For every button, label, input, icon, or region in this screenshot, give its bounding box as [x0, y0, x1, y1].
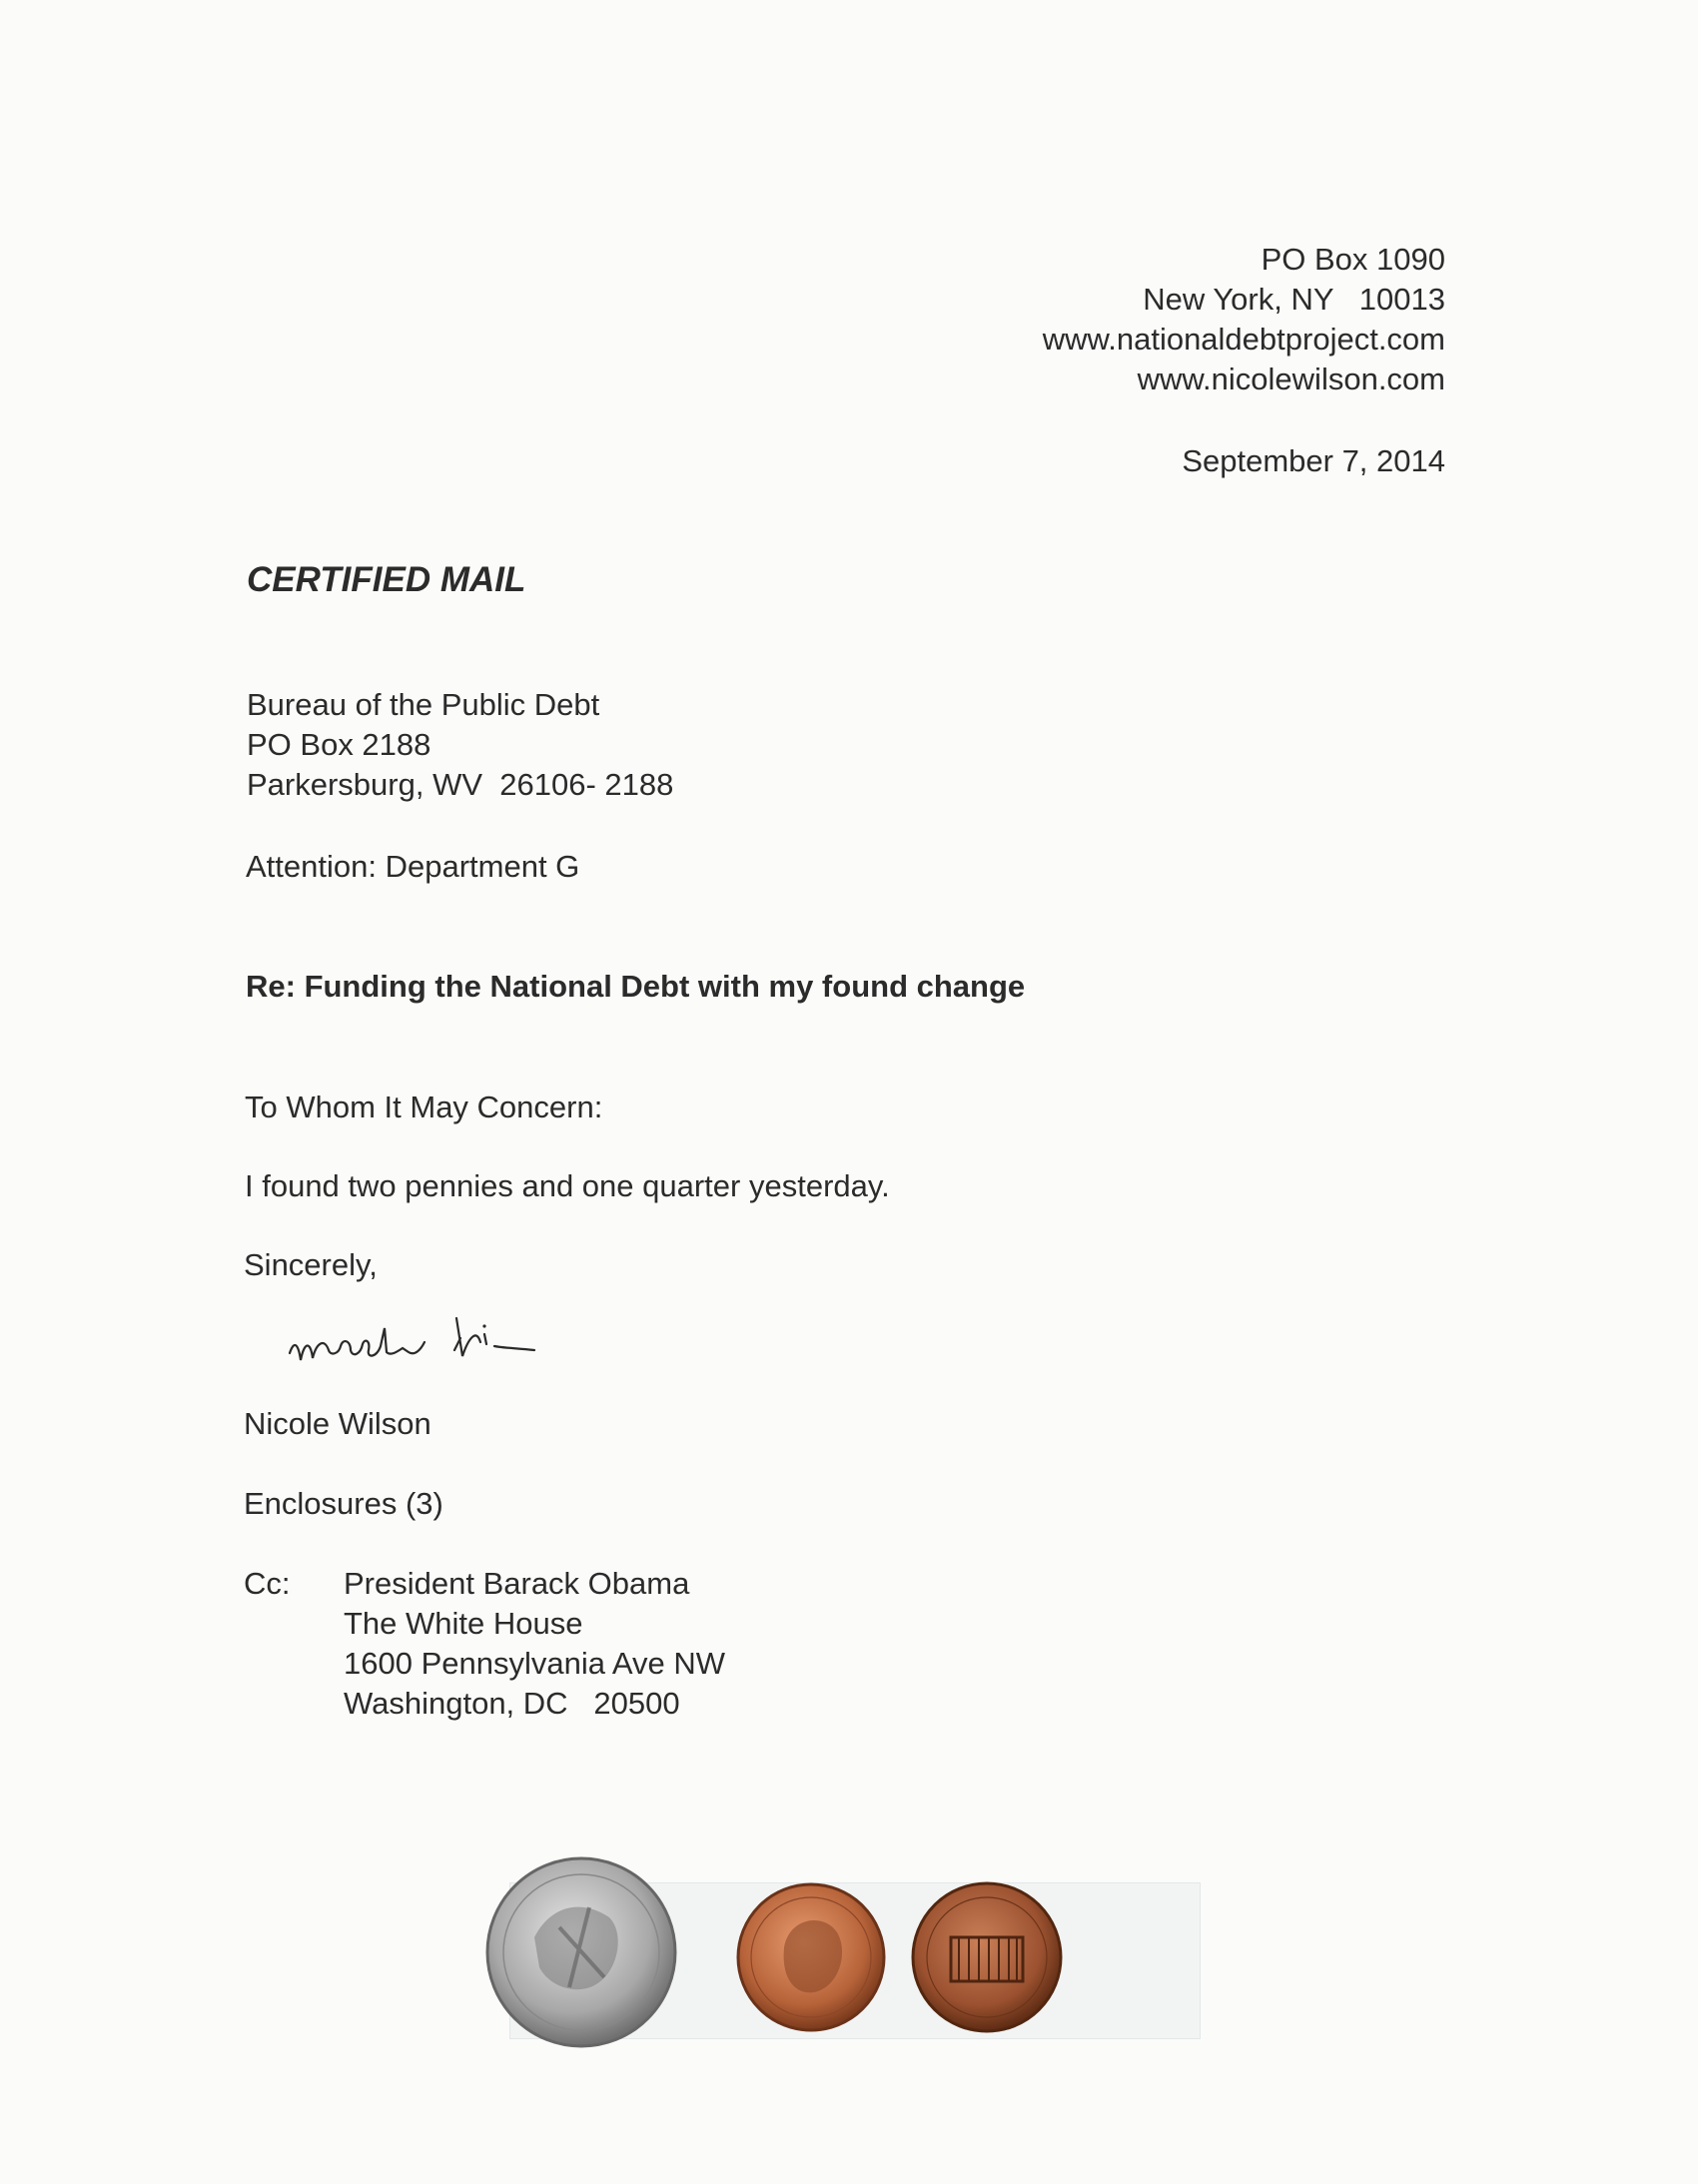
- sender-website-1: www.nationaldebtproject.com: [1042, 322, 1445, 357]
- handwritten-signature: [285, 1298, 604, 1378]
- closing: Sincerely,: [244, 1247, 378, 1282]
- sender-city-line: New York, NY 10013: [1143, 282, 1445, 317]
- cc-label: Cc:: [244, 1566, 291, 1601]
- cc-line: 1600 Pennsylvania Ave NW: [344, 1646, 725, 1681]
- cc-line: Washington, DC 20500: [344, 1686, 680, 1721]
- recipient-address-block: [247, 685, 673, 805]
- quarter-coin-icon: [487, 1858, 675, 2046]
- letter-body: I found two pennies and one quarter yesterday.: [245, 1168, 890, 1203]
- subject-line: Re: Funding the National Debt with my found change: [246, 969, 1026, 1004]
- enclosures-note: Enclosures (3): [244, 1486, 443, 1521]
- recipient-name: Bureau of the Public Debt: [247, 687, 600, 722]
- cc-line: The White House: [344, 1606, 583, 1641]
- certified-mail-heading: CERTIFIED MAIL: [247, 560, 526, 599]
- penny-heads-coin-icon: [738, 1884, 884, 2030]
- sender-po-box: PO Box 1090: [1261, 242, 1445, 277]
- attention-line: Attention: Department G: [246, 849, 580, 884]
- sender-website-2: www.nicolewilson.com: [1137, 362, 1445, 396]
- sender-address-block: [1043, 240, 1445, 399]
- signer-name: Nicole Wilson: [244, 1406, 431, 1441]
- salutation: To Whom It May Concern:: [245, 1090, 603, 1124]
- penny-tails-coin-icon: [913, 1883, 1061, 2031]
- cc-line: President Barack Obama: [344, 1566, 690, 1601]
- enclosed-coins: [439, 1837, 1219, 2067]
- recipient-city-line: Parkersburg, WV 26106- 2188: [247, 767, 674, 802]
- recipient-po-box: PO Box 2188: [247, 727, 431, 762]
- cc-address-block: [344, 1564, 725, 1724]
- letter-date: September 7, 2014: [1182, 443, 1445, 478]
